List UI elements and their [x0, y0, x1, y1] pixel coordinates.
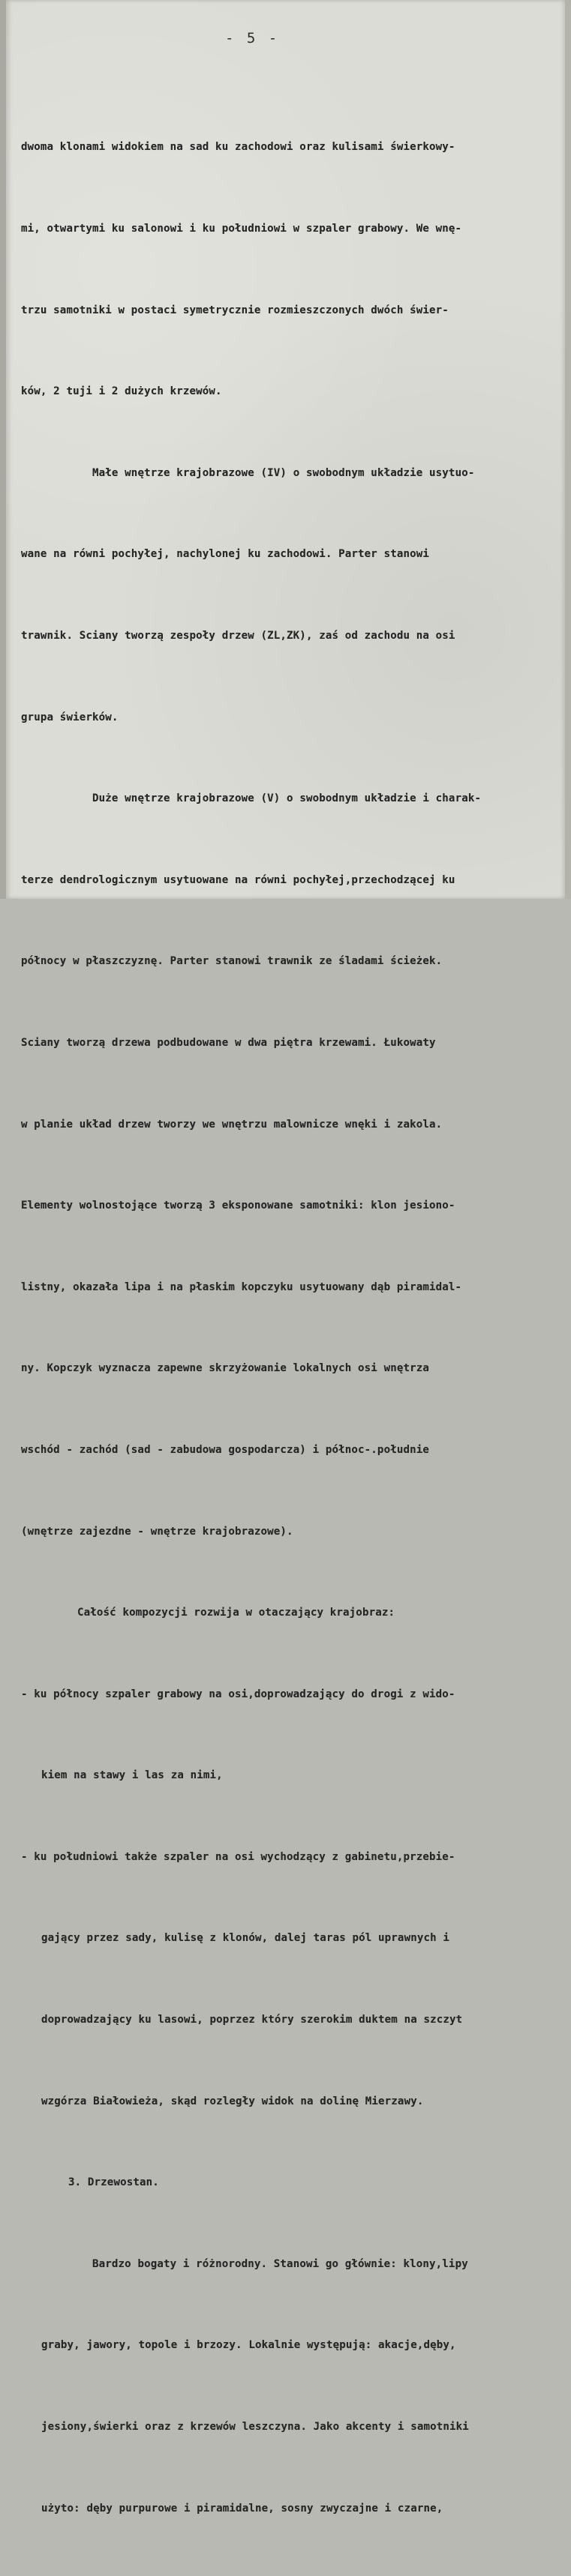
page-body [21, 79, 561, 2576]
paragraph-start-line: Małe wnętrze krajobrazowe (IV) o swobodnym układzie usytuo- [92, 466, 475, 479]
paragraph-start-line: Całość kompozycji rozwija w otaczający krajobraz: [77, 1607, 395, 1619]
text-line: listny, okazała lipa i na płaskim kopczyku usytuowany dąb piramidal- [21, 1281, 462, 1293]
text-line: ków, 2 tuji i 2 dużych krzewów. [21, 385, 222, 398]
paragraph-start-line: Duże wnętrze krajobrazowe (V) o swobodnym układzie i charak- [92, 792, 482, 805]
list-item-continuation: kiem na stawy i las za nimi, [41, 1769, 223, 1782]
text-line: w planie układ drzew tworzy we wnętrzu malownicze wnęki i zakola. [21, 1118, 443, 1131]
scan-left-edge [0, 0, 6, 899]
text-line: trawnik. Sciany tworzą zespoły drzew (ZL,ZK), zaś od zachodu na osi [21, 629, 455, 642]
list-item-continuation: gający przez sady, kulisę z klonów, dalej taras pól uprawnych i [41, 1932, 450, 1945]
list-item-continuation: doprowadzający ku lasowi, poprzez który szerokim duktem na szczyt [41, 2014, 463, 2026]
list-item-line: - ku południowi także szpaler na osi wychodzący z gabinetu,przebie- [21, 1850, 455, 1863]
text-line: mi, otwartymi ku salonowi i ku południowi w szpaler grabowy. We wnę- [21, 223, 462, 235]
text-line: graby, jawory, topole i brzozy. Lokalnie występują: akacje,dęby, [41, 2339, 456, 2352]
paragraph-start-line: Bardzo bogaty i różnorodny. Stanowi go głównie: klony,lipy [92, 2257, 468, 2270]
text-line: Sciany tworzą drzewa podbudowane w dwa piętra krzewami. Łukowaty [21, 1036, 436, 1049]
section-heading: 3. Drzewostan. [68, 2176, 159, 2189]
scan-right-edge [565, 0, 571, 899]
text-line: grupa świerków. [21, 711, 119, 723]
text-line: dwoma klonami widokiem na sad ku zachodowi oraz kulisami świerkowy- [21, 141, 455, 154]
text-line: Elementy wolnostojące tworzą 3 eksponowane samotniki: klon jesiono- [21, 1200, 455, 1212]
typewritten-page [6, 0, 565, 2515]
page-number: - 5 - [225, 30, 280, 46]
text-line: jesiony,świerki oraz z krzewów leszczyna. Jako akcenty i samotniki [41, 2421, 469, 2434]
list-item-line: - ku północy szpaler grabowy na osi,doprowadzający do drogi z wido- [21, 1688, 455, 1700]
text-line: terze dendrologicznym usytuowane na równi pochyłej,przechodzącej ku [21, 873, 455, 886]
text-line: trzu samotniki w postaci symetrycznie rozmieszczonych dwóch świer- [21, 304, 449, 316]
text-line: wschód - zachód (sad - zabudowa gospodarcza) i północ-.południe [21, 1443, 430, 1456]
list-item-continuation: wzgórza Białowieża, skąd rozległy widok na dolinę Mierzawy. [41, 2095, 424, 2107]
text-line: północy w płaszczyznę. Parter stanowi trawnik ze śladami ścieżek. [21, 955, 443, 968]
text-line: wane na równi pochyłej, nachylonej ku zachodowi. Parter stanowi [21, 548, 430, 561]
text-line: ny. Kopczyk wyznacza zapewne skrzyżowanie lokalnych osi wnętrza [21, 1362, 430, 1375]
text-line: użyto: dęby purpurowe i piramidalne, sosny zwyczajne i czarne, [41, 2502, 443, 2515]
text-line: (wnętrze zajezdne - wnętrze krajobrazowe). [21, 1525, 293, 1538]
